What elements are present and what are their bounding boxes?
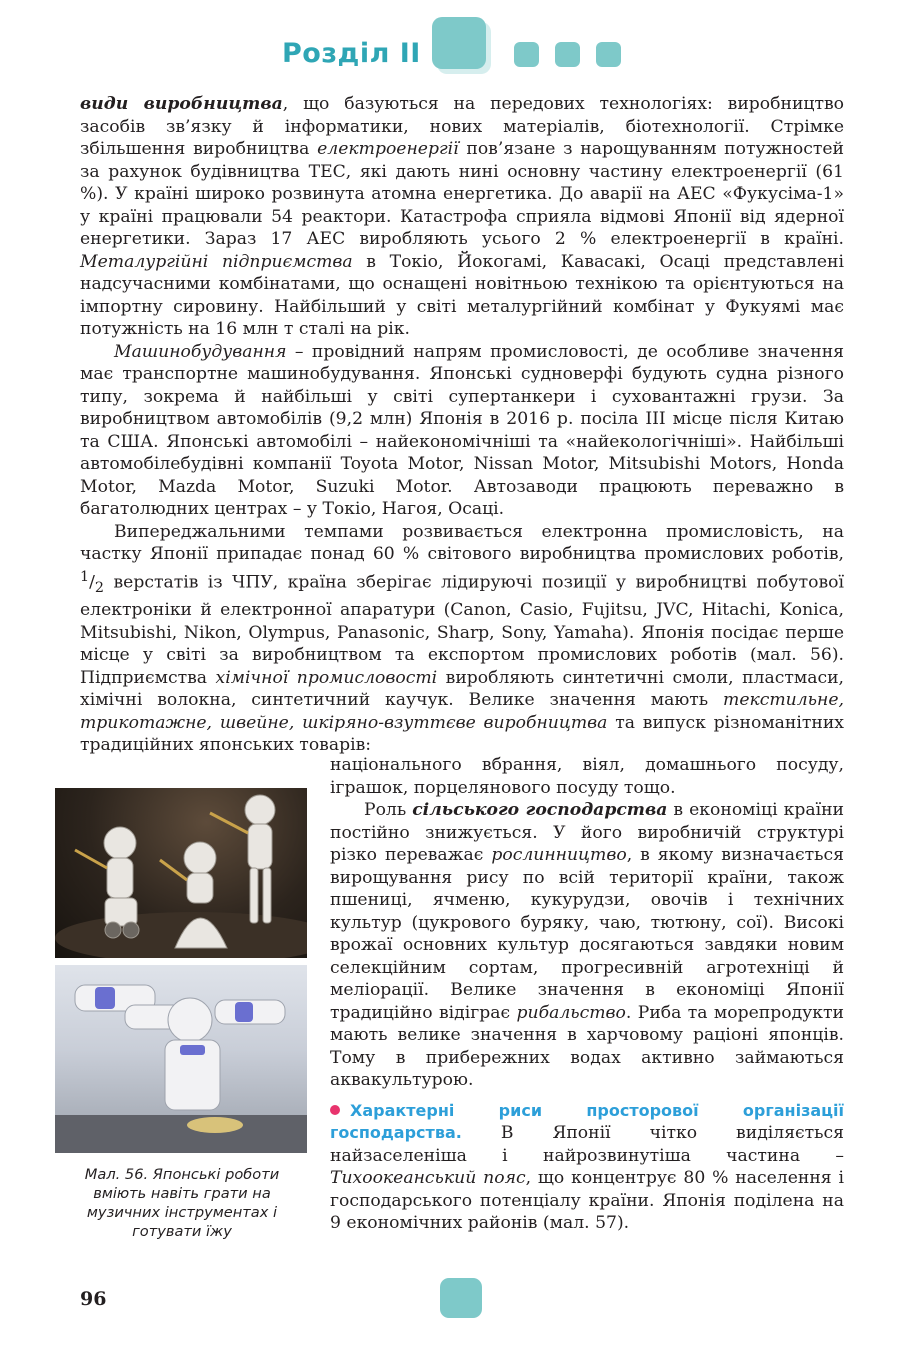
paragraph-electronics: Випереджальними темпами розвивається електронна промисловість, на частку Японії припадає понад 60 % світового виробництва промислових роботів, $^1/_2$ верстатів із ЧПУ, країна зберігає лідируючі позиції у виробництві побутової електроніки й електронної апаратури (Canon, Casio, Fujitsu, JVC, Hitachi, Konica, Mitsubishi, Nikon, Olympus, Panasonic, Sharp, Sony, Yamaha). Японія посідає перше місце у світі за виробництвом та експортом промислових роботів (мал. 56). Підприємства хімічної промисловості виробляють синтетичні смоли, пластмаси, хімічні волокна, синтетичний каучук. Велике значення мають текстильне, трикотажне, швейне, шкіряно-взуттєве виробництва та випуск різноманітних традиційних японських товарів:: [80, 521, 845, 756]
fraction-denominator: 2: [94, 579, 105, 596]
decorative-square: [514, 42, 539, 67]
fraction-numerator: 1: [80, 568, 90, 585]
right-column: [330, 754, 844, 1235]
main-text: [80, 93, 844, 757]
text-run: в Токіо, Йокогамі, Кавасакі, Осаці представлені надсучасними комбінатами, що оснащені новітньою технікою та орієнтуються на імпортну сировину. Найбільший у світі металургійний комбінат у Фукуямі має потужність на 16 млн т сталі на рік.: [80, 251, 845, 339]
bullet-icon: [330, 1105, 340, 1115]
decorative-square: [555, 42, 580, 67]
term-metallurgy: Металургійні підприємства: [80, 251, 353, 272]
text-run: та випуск різноманітних традиційних японських товарів:: [80, 712, 844, 756]
term-crop-production: рослинництво: [491, 845, 627, 865]
term-agriculture: сільського господарства: [412, 800, 668, 820]
decorative-square-large: [432, 17, 486, 69]
paragraph-agriculture: [330, 799, 844, 1092]
text-run: верстатів із ЧПУ, країна зберігає лідируючі позиції у виробництві побутової електроніки й електронної апаратури (Canon, Casio, Fujitsu, JVC, Hitachi, Konica, Mitsubishi, Nikon, Olympus, Panasonic, Sharp, Sony, Yamaha). Японія посідає перше місце у світі за виробництвом та експортом промислових роботів (мал. 56). Підприємства: [80, 572, 844, 688]
text-run: в економіці країни постійно знижується. У його виробничій структурі різко переважає: [330, 800, 844, 865]
text-run: , що базуються на передових технологіях: виробництво засобів зв’язку й інформатики, нових матеріалів, біотехнології. Стрімке збільшення виробництва: [80, 94, 844, 159]
term-machinery: Машинобудування: [114, 341, 287, 362]
subheading: Характерні риси просторової організації господарства.: [330, 1100, 844, 1142]
term-electricity: електроенергії: [317, 139, 459, 159]
figure-caption: Мал. 56. Японські роботи вміють навіть грати на музичних інструментах і готувати їжу: [84, 1166, 280, 1240]
paragraph-technology: [80, 93, 844, 341]
decorative-square: [596, 42, 621, 67]
page-header: [0, 0, 918, 90]
decorative-square-footer: [440, 1278, 482, 1318]
photo-robot-musicians: [55, 788, 307, 958]
term-chemical-industry: хімічної промисловості: [215, 667, 438, 688]
text-run: , в якому визначається вирощування рису по всій території країни, також пшениці, ячменю, кукурудзи, овочів і технічних культур (цукрового буряку, чаю, тютюну, сої). Високі врожаї основних культур досягаються завдяки новим селекційним сортам, прогресивній агротехніці й меліорації. Велике значення в економіці Японії традиційно відіграє: [330, 845, 844, 1023]
robot-cooking-illustration: [55, 965, 307, 1153]
paragraph-traditional-goods: національного вбрання, віял, домашнього посуду, іграшок, порцелянового посуду тощо.: [330, 755, 844, 798]
paragraph-spatial-organization: [330, 1100, 844, 1235]
text-run: . Риба та морепродукти мають велике значення в харчовому раціоні японців. Тому в прибережних водах активно займаються аквакультурою.: [330, 1002, 844, 1090]
page-number: 96: [80, 1288, 107, 1310]
text-run: пов’язане з нарощуванням потужностей за рахунок будівництва ТЕС, які дають нині основну частину електроенергії (61 %). У країні широко розвинута атомна енергетика. До аварії на АЕС «Фукусіма-1» у країні працювали 54 реактори. Катастрофа сприяла відмові Японії від ядерної енергетики. Зараз 17 АЕС виробляють усього 2 % електроенергії в країні.: [80, 139, 844, 249]
text-run: виробляють синтетичні смоли, пластмаси, хімічні волокна, синтетичний каучук. Велике значення мають: [80, 667, 845, 711]
text-run: Роль: [364, 800, 413, 820]
text-run: – провідний напрям промисловості, де особливе значення має транспортне машинобудування. Японські судноверфі будують судна різного типу, зокрема й найбільші у світі супертанкери і суховантажні грузи. За виробництвом автомобілів (9,2 млн) Японія в 2016 р. посіла ІІІ місце після Китаю та США. Японські автомобілі – найекономічніші та «найекологічніші». Найбільші автомобілебудівні компанії Toyota Motor, Nissan Motor, Mitsubishi Motors, Honda Motor, Mazda Motor, Suzuki Motor. Автозаводи працюють переважно в багатолюдних центрах – у Токіо, Нагоя, Осаці.: [80, 341, 844, 519]
section-title: Розділ ІІ: [282, 38, 421, 69]
photo-robot-cooking: [55, 965, 307, 1153]
term-production-types: види виробництва: [80, 94, 283, 114]
term-fishing: рибальство: [516, 1002, 626, 1023]
text-run: Випереджальними темпами розвивається електронна промисловість, на частку Японії припадає понад 60 % світового виробництва промислових роботів,: [80, 521, 844, 564]
paragraph-machinery: [80, 341, 844, 521]
text-run: В Японії чітко виділяється найзаселеніша і найрозвинутіша частина –: [330, 1123, 844, 1166]
term-pacific-belt: Тихоокеанський пояс: [330, 1168, 526, 1188]
robot-musicians-illustration: [55, 788, 307, 958]
text-run: , що концентрує 80 % населення і господарського потенціалу країни. Японія поділена на 9 економічних районів (мал. 57).: [330, 1168, 844, 1233]
term-textile-industry: текстильне, трикотажне, швейне, шкіряно-взуттєве виробництва: [80, 690, 844, 733]
